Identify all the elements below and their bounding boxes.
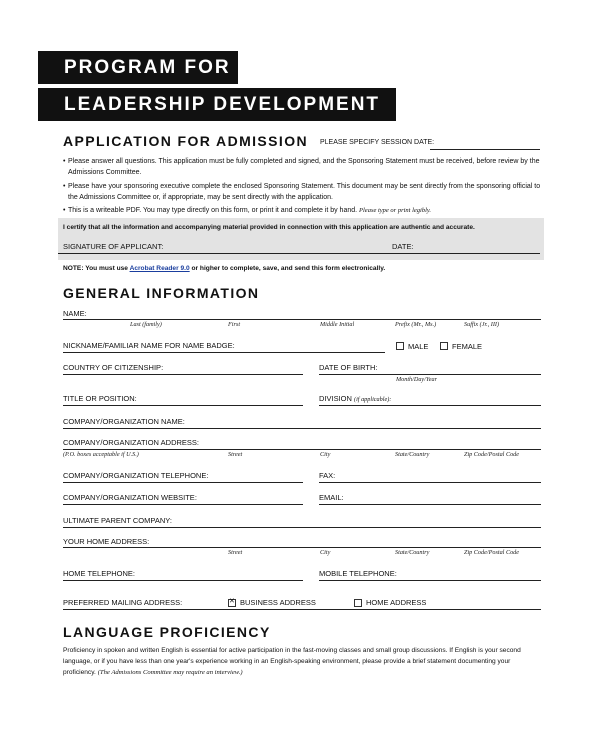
program-subtitle-banner: LEADERSHIP DEVELOPMENT: [38, 88, 396, 121]
company-phone-label: COMPANY/ORGANIZATION TELEPHONE:: [63, 471, 209, 480]
signature-date-field[interactable]: [430, 253, 540, 254]
mobile-phone-field[interactable]: [319, 580, 541, 581]
program-title-banner: PROGRAM FOR: [38, 51, 238, 84]
street-hint: Street: [228, 451, 243, 458]
division-label-text: DIVISION: [319, 394, 352, 403]
home-state-hint: State/Country: [395, 549, 430, 556]
division-label: [319, 394, 393, 403]
name-label: NAME:: [63, 309, 87, 318]
email-label: EMAIL:: [319, 493, 344, 502]
last-name-hint: Last (family): [130, 321, 162, 328]
session-date-label: PLEASE SPECIFY SESSION DATE:: [320, 139, 435, 146]
home-address-checkbox[interactable]: [354, 599, 362, 607]
checkmark-icon: ✕: [229, 598, 235, 605]
interview-note: (The Admissions Committee may require an interview.): [97, 669, 243, 676]
website-label: COMPANY/ORGANIZATION WEBSITE:: [63, 493, 197, 502]
male-label: MALE: [408, 342, 429, 351]
dob-hint: Month/Day/Year: [396, 376, 438, 383]
female-label: FEMALE: [452, 342, 483, 351]
website-field[interactable]: [63, 504, 303, 505]
application-heading: APPLICATION FOR ADMISSION: [63, 133, 308, 149]
male-checkbox[interactable]: [396, 342, 404, 350]
writeable-pdf-text: This is a writeable PDF. You may type directly on this form, or print it and complete it by hand.: [68, 207, 358, 214]
instruction-bullet-2: [63, 181, 541, 203]
title-field[interactable]: [63, 405, 303, 406]
bullet-text: Please have your sponsoring executive complete the enclosed Sponsoring Statement. This document may be sent directly from the sponsoring official to the Admissions Committee or, if appropriate, may be sent directly with the application.: [68, 183, 541, 201]
bullet-text: Please answer all questions. This application must be fully completed and signed, and the Sponsoring Statement must be received, before review by the Admissions Committee.: [68, 158, 540, 176]
state-hint: State/Country: [395, 451, 430, 458]
note-prefix: NOTE: You must use: [63, 265, 130, 272]
session-date-field[interactable]: [430, 149, 540, 150]
fax-label: FAX:: [319, 471, 336, 480]
bullet-text: [63, 205, 541, 216]
date-label: DATE:: [392, 242, 414, 251]
suffix-hint: Suffix (Jr., III): [464, 321, 500, 328]
home-address-option-label: HOME ADDRESS: [366, 598, 427, 607]
company-address-field[interactable]: [63, 449, 541, 450]
nickname-field[interactable]: [63, 352, 385, 353]
parent-company-field[interactable]: [63, 527, 541, 528]
parent-company-label: ULTIMATE PARENT COMPANY:: [63, 516, 172, 525]
home-phone-field[interactable]: [63, 580, 303, 581]
signature-field[interactable]: [58, 253, 468, 254]
business-address-checkbox[interactable]: [228, 599, 236, 607]
division-field[interactable]: [319, 405, 541, 406]
country-label: COUNTRY OF CITIZENSHIP:: [63, 363, 164, 372]
dob-field[interactable]: [319, 374, 541, 375]
mailing-label: PREFERRED MAILING ADDRESS:: [63, 598, 183, 607]
country-field[interactable]: [63, 374, 303, 375]
note-text: [63, 265, 385, 272]
company-name-label: COMPANY/ORGANIZATION NAME:: [63, 417, 185, 426]
print-legibly-text: Please type or print legibly.: [359, 207, 432, 214]
home-address-field[interactable]: [63, 547, 541, 548]
dob-label: DATE OF BIRTH:: [319, 363, 378, 372]
fax-field[interactable]: [319, 482, 541, 483]
name-field[interactable]: [63, 319, 541, 320]
bullet-marker: •: [63, 183, 66, 190]
signature-label: SIGNATURE OF APPLICANT:: [63, 242, 164, 251]
email-field[interactable]: [319, 504, 541, 505]
female-checkbox[interactable]: [440, 342, 448, 350]
first-name-hint: First: [228, 321, 241, 328]
instruction-bullet-1: [63, 156, 541, 178]
acrobat-reader-link[interactable]: Acrobat Reader 9.0: [129, 265, 190, 272]
language-proficiency-text: [63, 645, 541, 678]
certification-text: I certify that all the information and accompanying material provided in connection with this application are authentic and accurate.: [63, 224, 475, 231]
home-phone-label: HOME TELEPHONE:: [63, 569, 135, 578]
general-information-heading: GENERAL INFORMATION: [63, 285, 260, 301]
prefix-hint: Prefix (Mr., Ms.): [395, 321, 437, 328]
company-address-label: COMPANY/ORGANIZATION ADDRESS:: [63, 438, 199, 447]
mailing-preference-line: [63, 609, 541, 610]
language-proficiency-heading: LANGUAGE PROFICIENCY: [63, 624, 271, 640]
business-address-label: BUSINESS ADDRESS: [240, 598, 316, 607]
zip-hint: Zip Code/Postal Code: [464, 451, 520, 458]
pobox-hint: (P.O. boxes acceptable if U.S.): [63, 451, 139, 458]
middle-initial-hint: Middle Initial: [320, 321, 355, 328]
language-text-body: Proficiency in spoken and written English is essential for active participation in the fast-moving classes and small group discussions. If English is your second language, or if you have less than one year's experience working in an English-speaking environment, please provide a brief statement documenting your proficiency.: [63, 647, 521, 676]
bullet-marker: •: [63, 207, 66, 214]
company-name-field[interactable]: [63, 428, 541, 429]
bullet-marker: •: [63, 158, 66, 165]
home-street-hint: Street: [228, 549, 243, 556]
company-phone-field[interactable]: [63, 482, 303, 483]
division-hint: (if applicable):: [354, 396, 392, 403]
nickname-label: NICKNAME/FAMILIAR NAME FOR NAME BADGE:: [63, 341, 235, 350]
home-address-label: YOUR HOME ADDRESS:: [63, 537, 150, 546]
mobile-phone-label: MOBILE TELEPHONE:: [319, 569, 397, 578]
instruction-bullet-3: [63, 205, 541, 216]
note-suffix: or higher to complete, save, and send this form electronically.: [189, 265, 386, 272]
title-label: TITLE OR POSITION:: [63, 394, 137, 403]
home-zip-hint: Zip Code/Postal Code: [464, 549, 520, 556]
city-hint: City: [320, 451, 331, 458]
home-city-hint: City: [320, 549, 331, 556]
